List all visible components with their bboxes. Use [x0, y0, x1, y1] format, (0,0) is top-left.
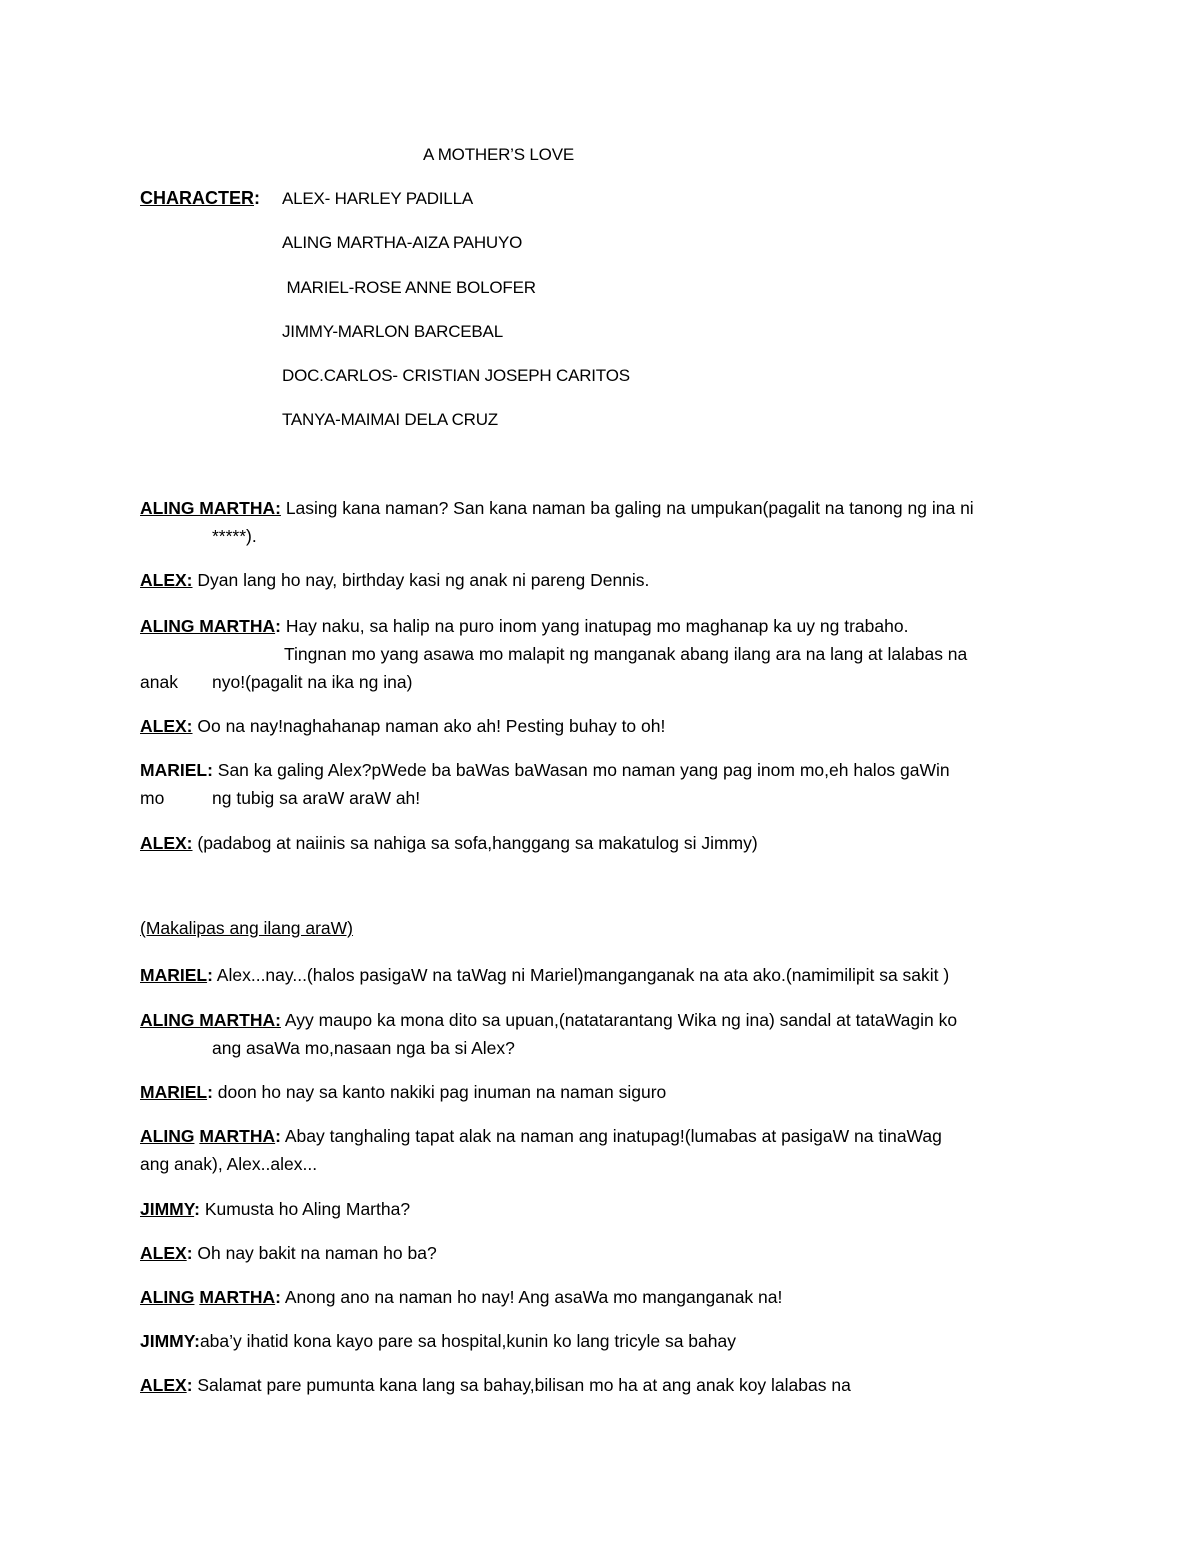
dialogue-continuation: Tingnan mo yang asawa mo malapit ng manganak abang ilang ara na lang at lalabas na [284, 644, 968, 664]
speaker-label: ALEX: [140, 833, 193, 853]
speaker-name [140, 1375, 193, 1395]
dialogue-line [140, 756, 1070, 784]
speaker-label: MARTHA [199, 1287, 276, 1307]
speaker-label: MARTHA [199, 1126, 276, 1146]
speaker-colon: : [207, 965, 213, 985]
dialogue-line [140, 1078, 1070, 1106]
dialogue-continuation: *****). [212, 526, 257, 546]
cast-label-text: CHARACTER [140, 188, 254, 208]
speaker-label: MARIEL [140, 1082, 208, 1102]
scene-direction: (Makalipas ang ilang araW) [140, 918, 354, 938]
cast-member: MARIEL-ROSE ANNE BOLOFER [282, 278, 536, 297]
dialogue-text: Ayy maupo ka mona dito sa upuan,(natatarantang Wika ng ina) sandal at tataWagin ko [280, 1010, 958, 1030]
dialogue-text: Lasing kana naman? San kana naman ba galing na umpukan(pagalit na tanong ng ina ni [280, 498, 974, 518]
dialogue-text: Salamat pare pumunta kana lang sa bahay,bilisan mo ha at ang anak koy lalabas na [192, 1375, 851, 1395]
dialogue-line [140, 494, 1070, 522]
speaker-label: ALING MARTHA: [140, 498, 281, 518]
dialogue-line [140, 829, 1070, 857]
speaker-label: ALEX: [140, 570, 193, 590]
cast-member: ALEX- HARLEY PADILLA [282, 189, 473, 208]
dialogue-continuation: ang asaWa mo,nasaan nga ba si Alex? [212, 1038, 515, 1058]
dialogue-line [140, 1283, 1070, 1311]
cast-member: JIMMY-MARLON BARCEBAL [282, 322, 503, 341]
dialogue-continuation: ang anak), Alex..alex... [140, 1154, 318, 1174]
speaker-name [140, 498, 281, 518]
dialogue-continuation: nyo!(pagalit na ika ng ina) [212, 672, 413, 692]
speaker-name [140, 1126, 281, 1146]
speaker-label: ALEX [140, 1375, 187, 1395]
dialogue-text: Abay tanghaling tapat alak na naman ang inatupag!(lumabas at pasigaW na tinaWag [280, 1126, 942, 1146]
speaker-label: ALING MARTHA [140, 616, 276, 636]
dialogue-text: San ka galing Alex?pWede ba baWas baWasan mo naman yang pag inom mo,eh halos gaWin [212, 760, 950, 780]
speaker-name [140, 1331, 200, 1351]
speaker-name [140, 1199, 200, 1219]
dialogue-text: doon ho nay sa kanto nakiki pag inuman na naman siguro [212, 1082, 667, 1102]
speaker-colon: : [186, 1375, 193, 1395]
dialogue-continuation: mo [140, 788, 165, 808]
dialogue-text: aba’y ihatid kona kayo pare sa hospital,kunin ko lang tricyle sa bahay [199, 1331, 736, 1351]
speaker-name [140, 1082, 213, 1102]
speaker-label: ALING MARTHA: [140, 1010, 281, 1030]
dialogue-text: (padabog at naiinis sa nahiga sa sofa,hanggang sa makatulog si Jimmy) [192, 833, 758, 853]
dialogue-line [140, 612, 1070, 640]
speaker-colon: : [186, 1243, 193, 1263]
speaker-label: ALING [140, 1287, 195, 1307]
speaker-colon: : [207, 1082, 213, 1102]
dialogue-line [140, 566, 1070, 594]
page-title: A MOTHER’S LOVE [423, 145, 574, 164]
speaker-label: ALEX: [140, 716, 193, 736]
speaker-name [140, 716, 193, 736]
dialogue-text: Hay naku, sa halip na puro inom yang inatupag mo maghanap ka uy ng trabaho. [280, 616, 909, 636]
dialogue-line [140, 961, 1070, 989]
speaker-name [140, 616, 281, 636]
speaker-colon: : [275, 616, 281, 636]
speaker-name [140, 1010, 281, 1030]
cast-label [140, 188, 260, 209]
speaker-colon: : [207, 760, 213, 780]
dialogue-line [140, 1195, 1070, 1223]
speaker-name [140, 1287, 281, 1307]
dialogue-line [140, 1371, 1070, 1399]
dialogue-text: Anong ano na naman ho nay! Ang asaWa mo manganganak na! [280, 1287, 783, 1307]
dialogue-line [140, 1122, 1070, 1150]
dialogue-text: Kumusta ho Aling Martha? [199, 1199, 411, 1219]
speaker-label: MARIEL [140, 965, 208, 985]
speaker-label: MARIEL [140, 760, 208, 780]
dialogue-line [140, 1327, 1070, 1355]
dialogue-text: Alex...nay...(halos pasigaW na taWag ni Mariel)manganganak na ata ako.(namimilipit sa sakit ) [212, 965, 950, 985]
cast-member: DOC.CARLOS- CRISTIAN JOSEPH CARITOS [282, 366, 630, 385]
speaker-label: ALEX [140, 1243, 187, 1263]
cast-member: TANYA-MAIMAI DELA CRUZ [282, 410, 498, 429]
cast-label-colon: : [254, 188, 260, 208]
dialogue-continuation: anak [140, 672, 178, 692]
cast-member: ALING MARTHA-AIZA PAHUYO [282, 233, 523, 252]
speaker-label: JIMMY: [140, 1331, 200, 1351]
speaker-name [140, 1243, 193, 1263]
speaker-colon: : [194, 1199, 200, 1219]
dialogue-line [140, 1006, 1070, 1034]
dialogue-text: Oo na nay!naghahanap naman ako ah! Pesting buhay to oh! [192, 716, 666, 736]
dialogue-text: Dyan lang ho nay, birthday kasi ng anak ni pareng Dennis. [192, 570, 650, 590]
dialogue-line [140, 1239, 1070, 1267]
speaker-label: ALING [140, 1126, 195, 1146]
speaker-colon: : [275, 1287, 281, 1307]
speaker-name [140, 760, 213, 780]
speaker-label: JIMMY [140, 1199, 195, 1219]
dialogue-continuation: ng tubig sa araW araW ah! [212, 788, 421, 808]
speaker-name [140, 570, 193, 590]
dialogue-line [140, 712, 1070, 740]
speaker-colon: : [275, 1126, 281, 1146]
speaker-name [140, 833, 193, 853]
speaker-name [140, 965, 213, 985]
dialogue-text: Oh nay bakit na naman ho ba? [192, 1243, 437, 1263]
